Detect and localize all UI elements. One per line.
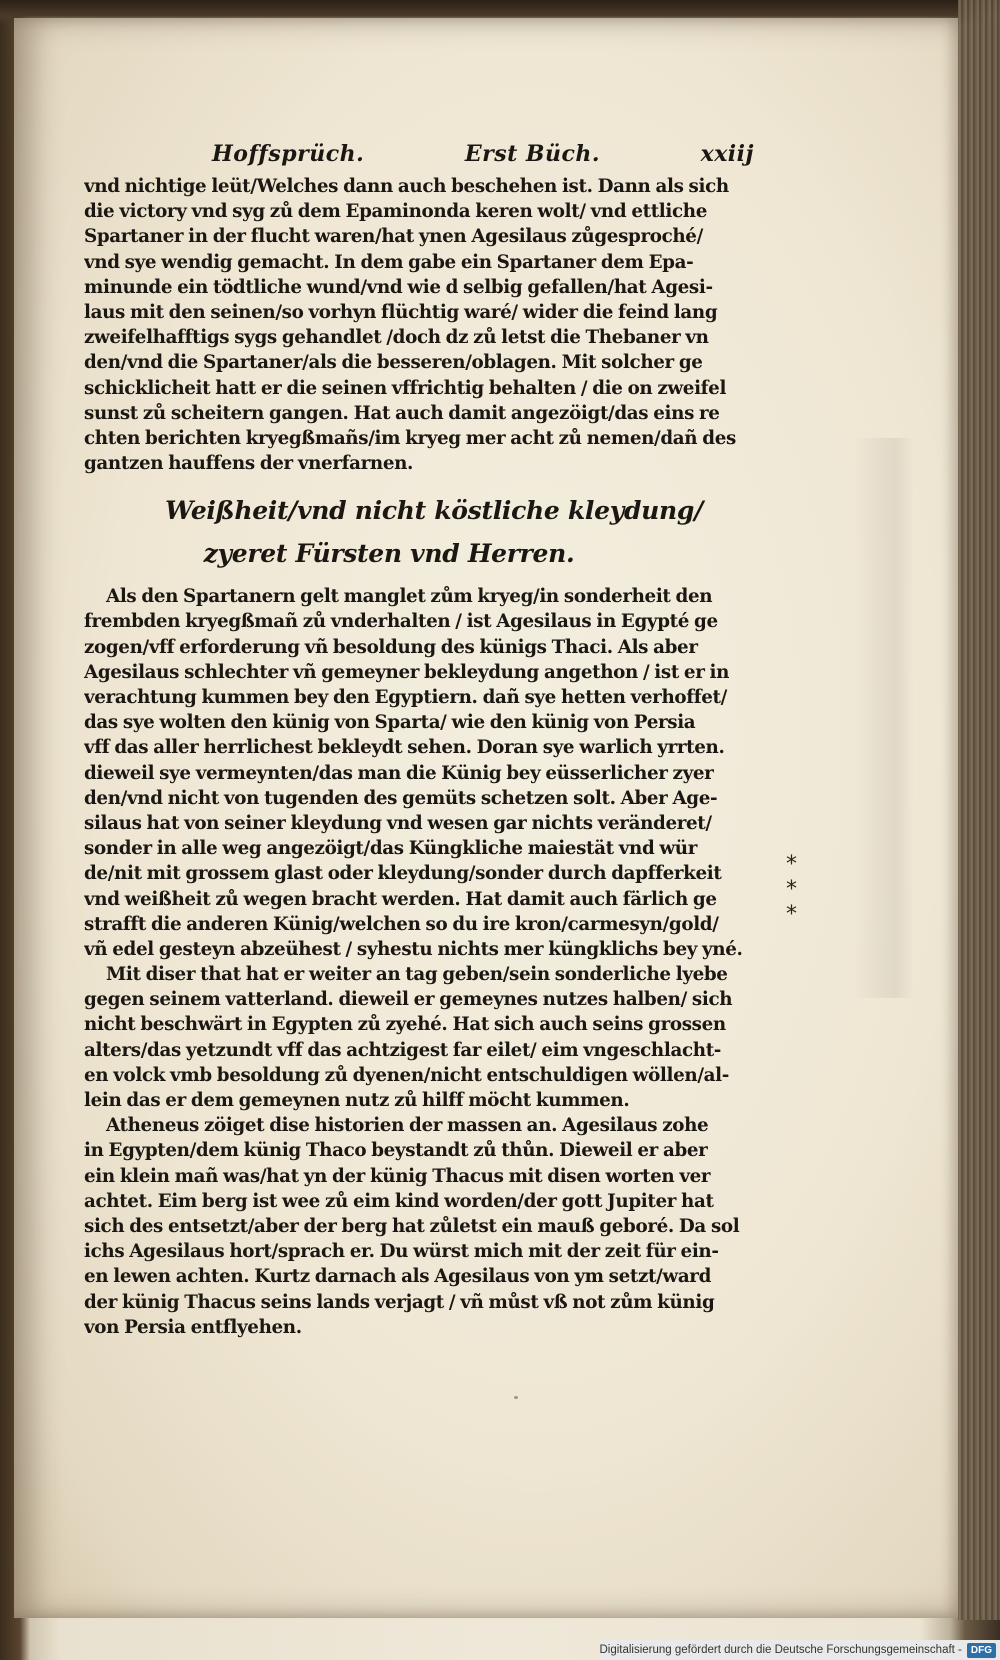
text-line: vnd nichtige leüt/Welches dann auch beschehen ist. Dann als sich xyxy=(84,176,729,197)
text-line: vnd sye wendig gemacht. In dem gabe ein Spartaner dem Epa- xyxy=(84,251,694,273)
text-line: frembden kryegßmañ zů vnderhalten / ist Agesilaus in Egypté ge xyxy=(84,611,718,633)
asterisk-mark: * xyxy=(786,877,797,902)
text-line: vnd weißheit zů wegen bracht werden. Hat damit auch färlich ge xyxy=(84,888,717,910)
text-line: zweifelhafftigs sygs gehandlet /doch dz zů letst die Thebaner vn xyxy=(84,327,709,349)
text-line: ein klein mañ was/hat yn der künig Thacus mit disen worten ver xyxy=(84,1165,711,1187)
paragraph-continued xyxy=(84,174,774,476)
funding-credit-text: Digitalisierung gefördert durch die Deutsche Forschungsgemeinschaft - xyxy=(599,1644,962,1656)
text-line: en volck vmb besoldung zů dyenen/nicht entschuldigen wöllen/al- xyxy=(84,1064,729,1086)
text-line: den/vnd die Spartaner/als die besseren/oblagen. Mit solcher ge xyxy=(84,352,703,374)
text-line: zogen/vff erforderung vñ besoldung des künigs Thaci. Als aber xyxy=(84,636,698,658)
paragraph-spartans xyxy=(84,584,774,962)
text-line: laus mit den seinen/so vorhyn flüchtig waré/ wider die feind lang xyxy=(84,301,718,323)
text-line: Mit diser that hat er weiter an tag geben/sein sonderliche lyebe xyxy=(106,964,728,986)
text-line: schicklicheit hatt er die seinen vffrichtig behalten / die on zweifel xyxy=(84,377,727,399)
text-line: gegen seinem vatterland. dieweil er gemeynes nutzes halben/ sich xyxy=(84,989,733,1011)
running-head-center: Erst Büch. xyxy=(464,141,601,167)
text-line: strafft die anderen Künig/welchen so du ire kron/carmesyn/gold/ xyxy=(84,913,719,935)
text-line: achtet. Eim berg ist wee zů eim kind worden/der gott Jupiter hat xyxy=(84,1190,714,1212)
text-line: ichs Agesilaus hort/sprach er. Du würst mich mit der zeit für ein- xyxy=(84,1241,719,1263)
text-line: das sye wolten den künig von Sparta/ wie den künig von Persia xyxy=(84,712,696,734)
text-line: die victory vnd syg zů dem Epaminonda keren wolt/ vnd ettliche xyxy=(84,201,707,223)
text-line: lein das er dem gemeynen nutz zů hilff möcht kummen. xyxy=(84,1090,630,1111)
folio-number: xxiij xyxy=(700,141,754,167)
asterisk-mark: * xyxy=(786,902,797,927)
text-line: der künig Thacus seins lands verjagt / vñ můst vß not zům künig xyxy=(84,1291,715,1313)
book-page-edges xyxy=(958,0,1000,1620)
text-line: nicht beschwärt in Egypten zů zyehé. Hat sich auch seins grossen xyxy=(84,1014,726,1036)
dfg-logo: DFG xyxy=(967,1643,996,1658)
digitization-credit-banner xyxy=(600,1640,1000,1660)
text-line: alters/das yetzundt vff das achtzigest far eilet/ eim vngeschlacht- xyxy=(84,1039,722,1061)
text-line: den/vnd nicht von tugenden des gemüts schetzen solt. Aber Age- xyxy=(84,787,718,809)
text-line: chten berichten kryegßmañs/im kryeg mer acht zů nemen/dañ des xyxy=(84,427,736,449)
text-line: Agesilaus schlechter vñ gemeyner bekleydung angethon / ist er in xyxy=(84,661,730,683)
text-block xyxy=(84,136,774,1340)
ink-bleed-through xyxy=(854,438,914,998)
text-line: von Persia entflyehen. xyxy=(84,1316,302,1338)
paragraph-fatherland xyxy=(84,962,774,1113)
text-line: vñ edel gesteyn abzeühest / syhestu nichts mer küngklichs bey yné. xyxy=(84,938,743,960)
section-heading-line-2: zyeret Fürsten vnd Herren. xyxy=(203,539,575,569)
running-head xyxy=(84,136,774,172)
text-line: verachtung kummen bey den Egyptiern. dañ sye hetten verhoffet/ xyxy=(84,687,727,708)
text-line: sonder in alle weg angezöigt/das Küngkliche maiestät vnd wür xyxy=(84,838,697,860)
text-line: in Egypten/dem künig Thaco beystandt zů thůn. Dieweil er aber xyxy=(84,1140,708,1162)
text-line: sunst zů scheitern gangen. Hat auch damit angezöigt/das eins re xyxy=(84,402,720,424)
paragraph-atheneus xyxy=(84,1113,774,1340)
text-line: sich des entsetzt/aber der berg hat zůletst ein mauß geboré. Da sol xyxy=(84,1215,740,1237)
ink-smudge xyxy=(514,1396,518,1399)
text-line: dieweil sye vermeynten/das man die Künig bey eüsserlicher zyer xyxy=(84,762,714,784)
running-head-left: Hoffsprüch. xyxy=(212,141,365,167)
margin-asterisks xyxy=(786,852,816,927)
text-line: en lewen achten. Kurtz darnach als Agesilaus von ym setzt/ward xyxy=(84,1266,712,1288)
text-line: Als den Spartanern gelt manglet zům kryeg/in sonderheit den xyxy=(106,586,713,608)
section-heading-line-1: Weißheit/vnd nicht köstliche kleydung/ xyxy=(165,496,703,526)
text-line: minunde ein tödtliche wund/vnd wie d selbig gefallen/hat Agesi- xyxy=(84,276,713,298)
book-page xyxy=(14,18,958,1618)
text-line: Spartaner in der flucht waren/hat ynen Agesilaus zůgesproché/ xyxy=(84,226,703,248)
text-line: vff das aller herrlichest bekleydt sehen. Doran sye warlich yrrten. xyxy=(84,737,725,759)
asterisk-mark: * xyxy=(786,852,797,877)
text-line: de/nit mit grossem glast oder kleydung/sonder durch dapfferkeit xyxy=(84,863,722,885)
text-line: gantzen hauffens der vnerfarnen. xyxy=(84,453,414,475)
text-line: Atheneus zöiget dise historien der massen an. Agesilaus zohe xyxy=(106,1115,709,1137)
text-line: silaus hat von seiner kleydung vnd wesen gar nichts veränderet/ xyxy=(84,812,712,834)
